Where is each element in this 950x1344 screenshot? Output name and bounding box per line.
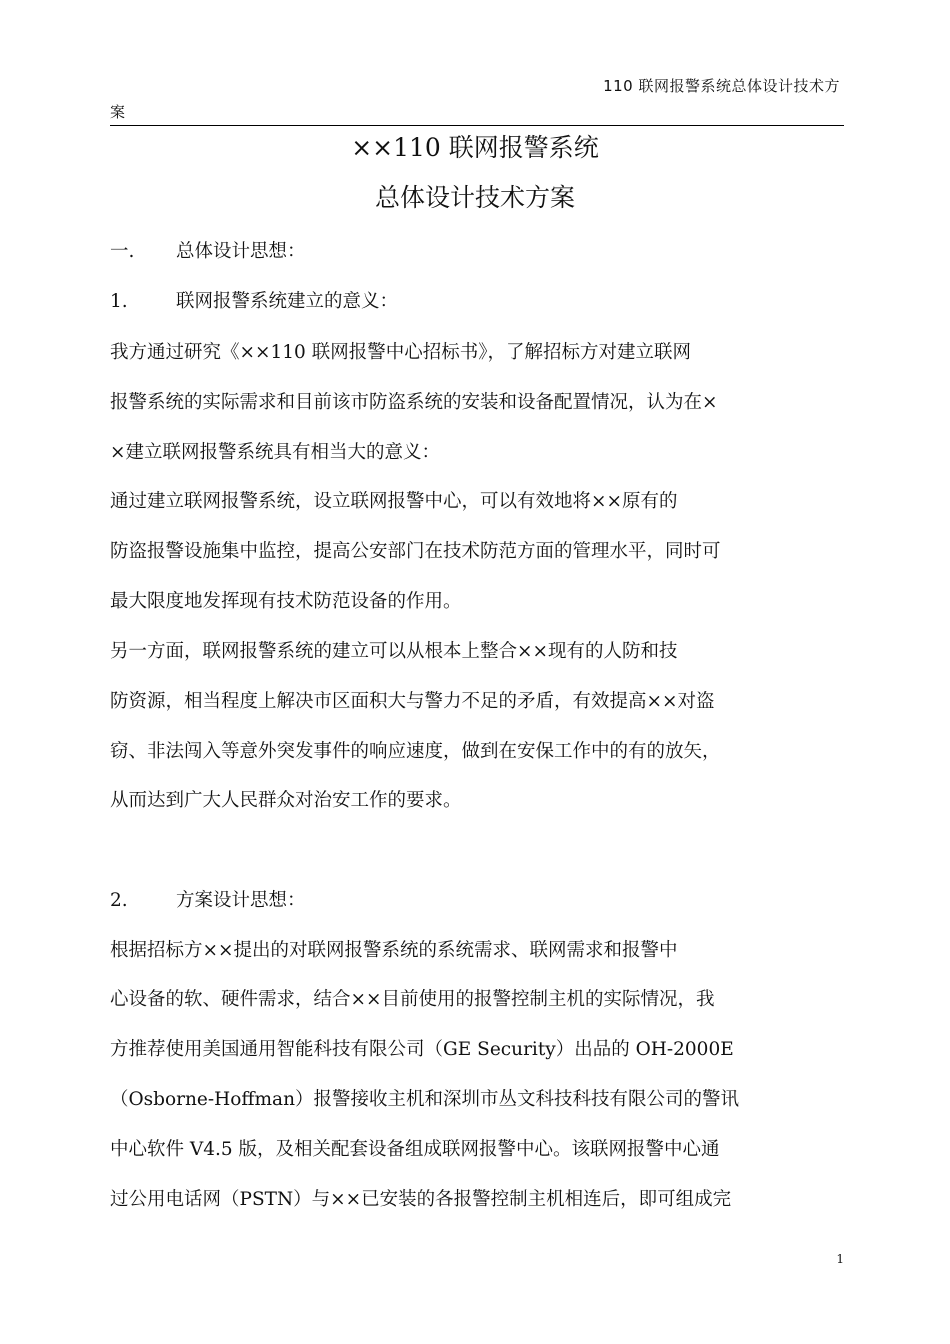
running-header: 110 联网报警系统总体设计技术方 [603,77,840,95]
subsection-heading-2 [110,886,844,912]
paragraph-line: 我方通过研究《××110 联网报警中心招标书》，了解招标方对建立联网 [110,342,691,363]
paragraph-line: 从而达到广大人民群众对治安工作的要求。 [110,790,462,811]
section-number: 一. [110,241,135,262]
paragraph-line: 报警系统的实际需求和目前该市防盗系统的安装和设备配置情况，认为在× [110,392,718,413]
paragraph-line: 中心软件 V4.5 版，及相关配套设备组成联网报警中心。该联网报警中心通 [110,1139,720,1160]
paragraph-line: ×建立联网报警系统具有相当大的意义： [110,442,441,463]
subsection-heading-1 [110,287,844,313]
paragraph-line: 最大限度地发挥现有技术防范设备的作用。 [110,591,462,612]
section-heading-1 [110,237,844,263]
running-header-wrap: 案 [110,103,126,121]
paragraph-line: 心设备的软、硬件需求，结合××目前使用的报警控制主机的实际情况，我 [110,989,715,1010]
document-title: ××110 联网报警系统 [351,133,599,162]
paragraph-line: 窃、非法闯入等意外突发事件的响应速度，做到在安保工作中的有的放矢， [110,741,721,762]
document-subtitle: 总体设计技术方案 [374,183,575,212]
paragraph-line: 方推荐使用美国通用智能科技有限公司（GE Security）出品的 OH-2000E [110,1039,734,1060]
paragraph-line: 通过建立联网报警系统，设立联网报警中心，可以有效地将××原有的 [110,491,678,512]
paragraph-line: 防资源，相当程度上解决市区面积大与警力不足的矛盾，有效提高××对盗 [110,691,715,712]
paragraph-line: 根据招标方××提出的对联网报警系统的系统需求、联网需求和报警中 [110,940,678,961]
subsection-label: 联网报警系统建立的意义： [176,291,399,312]
paragraph-line: 另一方面，联网报警系统的建立可以从根本上整合××现有的人防和技 [110,641,678,662]
subsection-label: 方案设计思想： [176,890,306,911]
page-number: 1 [836,1252,844,1266]
subsection-number: 1. [110,291,128,312]
paragraph-line: 过公用电话网（PSTN）与××已安装的各报警控制主机相连后，即可组成完 [110,1189,732,1210]
header-rule [110,125,844,126]
section-label: 总体设计思想： [176,241,306,262]
paragraph-line: （Osborne-Hoffman）报警接收主机和深圳市丛文科技科技有限公司的警讯 [110,1089,740,1110]
subsection-number: 2. [110,890,128,911]
paragraph-line: 防盗报警设施集中监控，提高公安部门在技术防范方面的管理水平，同时可 [110,541,721,562]
